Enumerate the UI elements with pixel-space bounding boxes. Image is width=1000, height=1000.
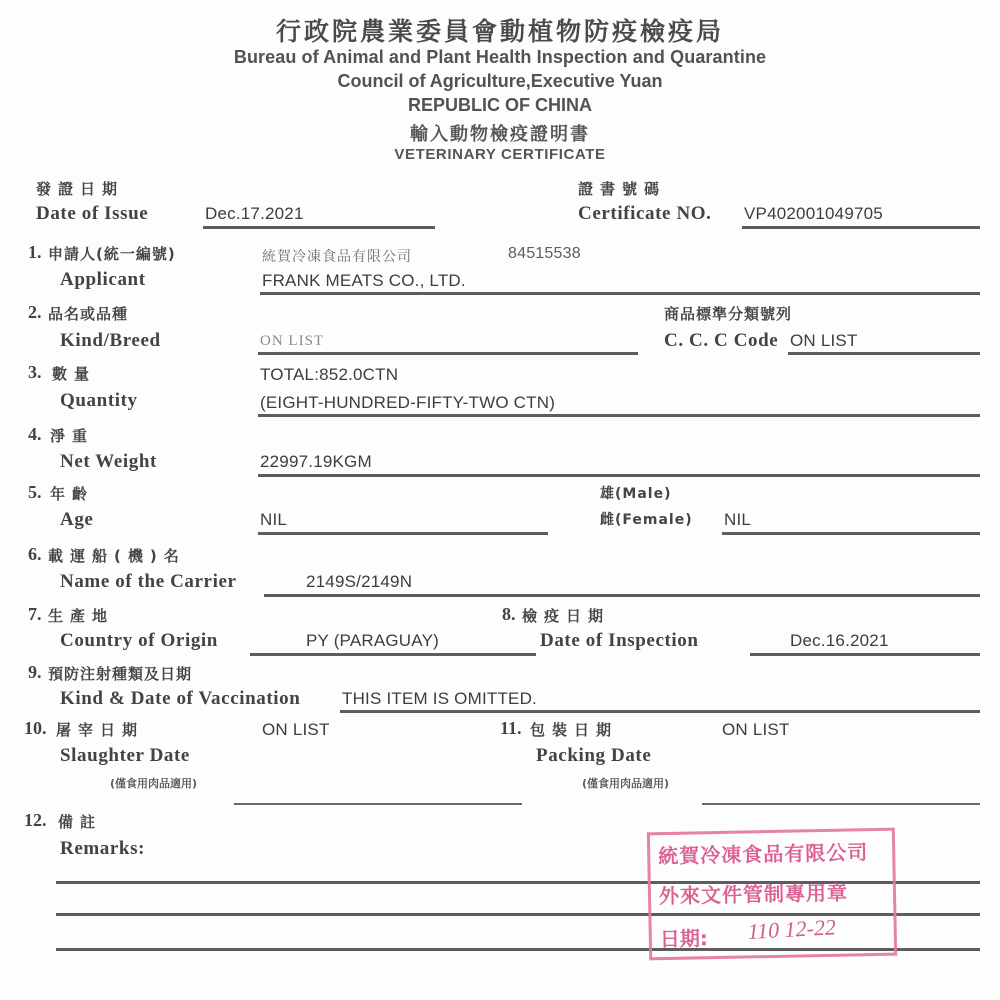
quantity-number: 3. <box>28 362 42 382</box>
kind-breed-value[interactable]: ON LIST <box>260 333 325 349</box>
female-value[interactable]: NIL <box>724 510 752 529</box>
company-control-stamp <box>647 828 897 961</box>
ccc-code-label-chinese: 商品標準分類號列 <box>664 305 793 323</box>
net-weight-value[interactable]: 22997.19KGM <box>260 452 372 471</box>
certificate-no-underline <box>742 226 980 229</box>
certificate-no-value[interactable]: VP402001049705 <box>744 204 883 223</box>
country-of-origin-value[interactable]: PY (PARAGUAY) <box>306 631 439 650</box>
packing-date-underline <box>702 803 980 805</box>
slaughter-date-note: (僅食用肉品適用) <box>110 777 198 790</box>
country-of-origin-label: Country of Origin <box>60 630 218 651</box>
quantity-value-line1[interactable]: TOTAL:852.0CTN <box>260 365 399 384</box>
remarks-label: Remarks: <box>60 838 146 859</box>
carrier-underline <box>264 594 980 597</box>
date-of-inspection-label-chinese: 檢疫日期 <box>522 607 611 625</box>
vaccination-underline <box>340 710 980 713</box>
date-of-issue-value[interactable]: Dec.17.2021 <box>205 204 304 223</box>
stamp-handwritten-date: 110 12-22 <box>747 914 837 944</box>
org-name-english-line2: Council of Agriculture,Executive Yuan <box>337 71 663 91</box>
date-of-inspection-label: Date of Inspection <box>540 630 699 651</box>
packing-date-label-chinese: 包裝日期 <box>530 721 619 739</box>
remarks-label-chinese: 備註 <box>58 813 103 831</box>
net-weight-underline <box>258 474 980 477</box>
packing-date-number: 11. <box>500 718 522 738</box>
net-weight-label-chinese: 淨重 <box>50 427 95 445</box>
vaccination-number: 9. <box>28 662 42 682</box>
stamp-company-name: 統賀冷凍食品有限公司 <box>658 840 869 869</box>
net-weight-label: Net Weight <box>60 451 157 472</box>
date-of-inspection-underline <box>750 653 980 656</box>
ccc-code-label: C. C. C Code <box>664 330 779 351</box>
applicant-value[interactable]: FRANK MEATS CO., LTD. <box>262 271 466 290</box>
stamp-purpose-text: 外來文件管制專用章 <box>658 880 849 909</box>
carrier-label: Name of the Carrier <box>60 571 237 592</box>
age-label-chinese: 年齡 <box>50 485 95 503</box>
quantity-label-chinese: 數量 <box>52 365 97 383</box>
age-underline <box>258 532 548 535</box>
org-name-english-line1: Bureau of Animal and Plant Health Inspection and Quarantine <box>233 47 767 67</box>
vaccination-value[interactable]: THIS ITEM IS OMITTED. <box>342 689 537 708</box>
applicant-underline <box>260 292 980 295</box>
age-value[interactable]: NIL <box>260 510 288 529</box>
vaccination-label-chinese: 預防注射種類及日期 <box>48 665 193 683</box>
country-of-origin-label-chinese: 生產地 <box>48 607 115 625</box>
certificate-no-label-chinese: 證書號碼 <box>578 180 667 198</box>
kind-breed-label-chinese: 品名或品種 <box>48 305 129 323</box>
date-of-issue-underline <box>203 226 435 229</box>
vaccination-label: Kind & Date of Vaccination <box>60 688 301 709</box>
kind-breed-number: 2. <box>28 302 42 322</box>
quantity-label: Quantity <box>60 390 138 411</box>
date-of-issue-label: Date of Issue <box>36 203 149 224</box>
country-of-origin-underline <box>250 653 536 656</box>
remarks-number: 12. <box>24 810 47 830</box>
document-title-english: VETERINARY CERTIFICATE <box>394 146 606 163</box>
slaughter-date-value[interactable]: ON LIST <box>262 720 330 739</box>
ccc-code-value[interactable]: ON LIST <box>790 331 858 350</box>
slaughter-date-label: Slaughter Date <box>60 745 190 766</box>
net-weight-number: 4. <box>28 424 42 444</box>
carrier-number: 6. <box>28 544 42 564</box>
org-name-english-line3: REPUBLIC OF CHINA <box>408 95 592 115</box>
quantity-underline <box>258 414 980 417</box>
applicant-label: Applicant <box>60 269 146 290</box>
applicant-tax-id[interactable]: 84515538 <box>508 245 581 262</box>
packing-date-note: (僅食用肉品適用) <box>582 777 670 790</box>
female-underline <box>722 532 980 535</box>
slaughter-date-label-chinese: 屠宰日期 <box>56 721 145 739</box>
slaughter-date-number: 10. <box>24 718 47 738</box>
document-title-chinese: 輸入動物檢疫證明書 <box>410 124 590 145</box>
slaughter-date-underline <box>234 803 522 805</box>
quantity-value-line2[interactable]: (EIGHT-HUNDRED-FIFTY-TWO CTN) <box>260 393 556 412</box>
applicant-value-chinese[interactable]: 統賀冷凍食品有限公司 <box>262 249 412 265</box>
ccc-code-underline <box>788 352 980 355</box>
female-label: 雌(Female) <box>600 512 693 528</box>
age-number: 5. <box>28 482 42 502</box>
male-label: 雄(Male) <box>600 486 672 502</box>
kind-breed-label: Kind/Breed <box>60 330 161 351</box>
stamp-date-label: 日期: <box>659 926 709 952</box>
carrier-label-chinese: 載運船(機)名 <box>48 547 186 565</box>
country-of-origin-number: 7. <box>28 604 42 624</box>
applicant-number: 1. <box>28 242 42 262</box>
org-name-chinese: 行政院農業委員會動植物防疫檢疫局 <box>275 17 724 46</box>
kind-breed-underline <box>258 352 638 355</box>
packing-date-value[interactable]: ON LIST <box>722 720 790 739</box>
date-of-inspection-number: 8. <box>502 604 516 624</box>
certificate-no-label: Certificate NO. <box>578 203 712 224</box>
date-of-inspection-value[interactable]: Dec.16.2021 <box>790 631 889 650</box>
age-label: Age <box>60 509 94 530</box>
date-of-issue-label-chinese: 發證日期 <box>36 180 125 198</box>
applicant-label-chinese: 申請人(統一編號) <box>48 245 176 263</box>
packing-date-label: Packing Date <box>536 745 652 766</box>
carrier-value[interactable]: 2149S/2149N <box>306 572 413 591</box>
